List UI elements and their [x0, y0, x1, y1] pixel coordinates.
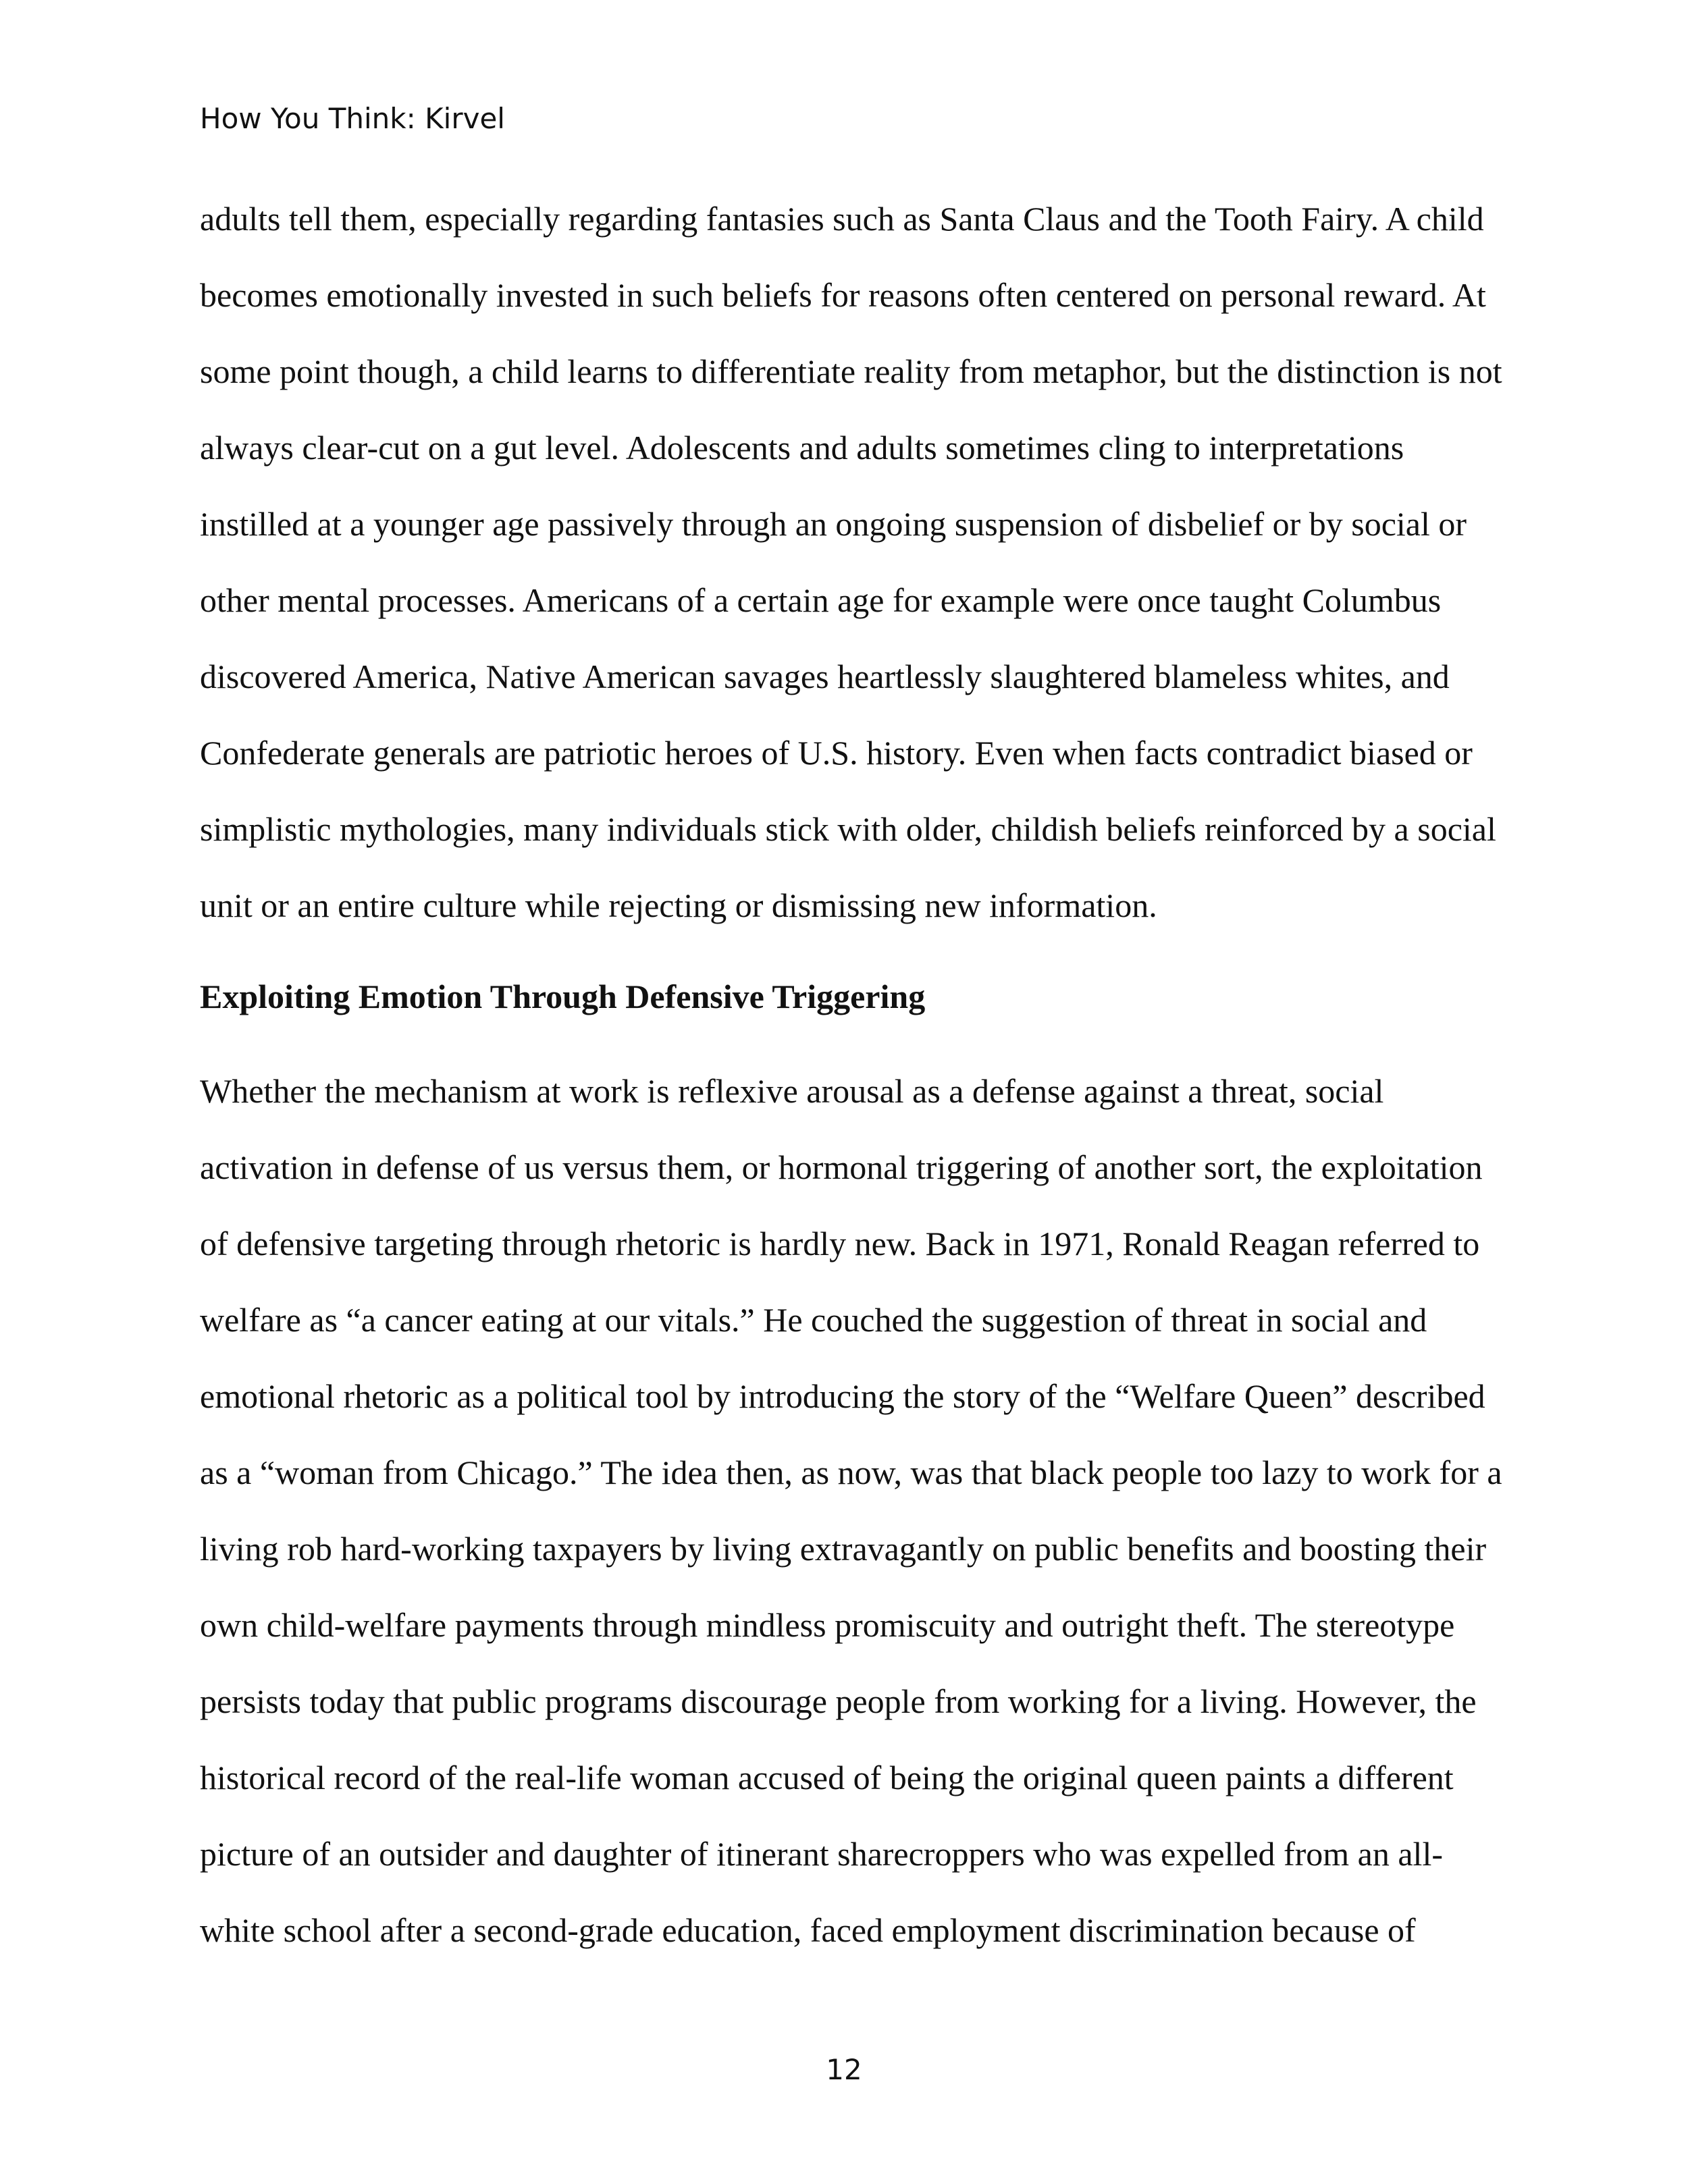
paragraph-line: simplistic mythologies, many individuals stick with older, childish beliefs reinforced by a social — [200, 810, 1496, 848]
paragraph-line: emotional rhetoric as a political tool by introducing the story of the “Welfare Queen” described — [200, 1377, 1485, 1415]
page-number: 12 — [826, 2053, 862, 2086]
paragraph-line: some point though, a child learns to differentiate reality from metaphor, but the distinction is not — [200, 352, 1502, 390]
paragraph-line: picture of an outsider and daughter of itinerant sharecroppers who was expelled from an all- — [200, 1835, 1443, 1873]
paragraph-line: white school after a second-grade education, faced employment discrimination because of — [200, 1911, 1416, 1949]
paragraph-line: instilled at a younger age passively through an ongoing suspension of disbelief or by social or — [200, 505, 1467, 543]
paragraph-line: always clear-cut on a gut level. Adolescents and adults sometimes cling to interpretations — [200, 429, 1404, 467]
paragraph-line: adults tell them, especially regarding fantasies such as Santa Claus and the Tooth Fairy. A child — [200, 200, 1484, 238]
paragraph-line: becomes emotionally invested in such beliefs for reasons often centered on personal reward. At — [200, 276, 1486, 314]
paragraph-line: discovered America, Native American savages heartlessly slaughtered blameless whites, and — [200, 658, 1450, 695]
body-paragraph-1 — [200, 181, 1502, 944]
paragraph-line: activation in defense of us versus them, or hormonal triggering of another sort, the exploitation — [200, 1148, 1483, 1186]
section-heading: Exploiting Emotion Through Defensive Triggering — [200, 978, 926, 1015]
paragraph-line: as a “woman from Chicago.” The idea then, as now, was that black people too lazy to work for a — [200, 1454, 1502, 1491]
paragraph-line: own child-welfare payments through mindless promiscuity and outright theft. The stereotype — [200, 1606, 1455, 1644]
paragraph-line: Confederate generals are patriotic heroes of U.S. history. Even when facts contradict biased or — [200, 734, 1473, 772]
paragraph-line: of defensive targeting through rhetoric is hardly new. Back in 1971, Ronald Reagan referred to — [200, 1225, 1480, 1262]
paragraph-line: historical record of the real-life woman accused of being the original queen paints a different — [200, 1759, 1454, 1796]
paragraph-line: welfare as “a cancer eating at our vitals.” He couched the suggestion of threat in social and — [200, 1301, 1427, 1339]
body-paragraph-2 — [200, 1053, 1502, 1969]
paragraph-line: other mental processes. Americans of a certain age for example were once taught Columbus — [200, 581, 1442, 619]
paragraph-line: Whether the mechanism at work is reflexive arousal as a defense against a threat, social — [200, 1072, 1384, 1110]
paragraph-line: persists today that public programs discourage people from working for a living. However, the — [200, 1682, 1477, 1720]
paragraph-line: living rob hard-working taxpayers by living extravagantly on public benefits and boosting their — [200, 1530, 1487, 1568]
paragraph-line: unit or an entire culture while rejecting or dismissing new information. — [200, 886, 1157, 924]
running-header: How You Think: Kirvel — [200, 102, 505, 135]
